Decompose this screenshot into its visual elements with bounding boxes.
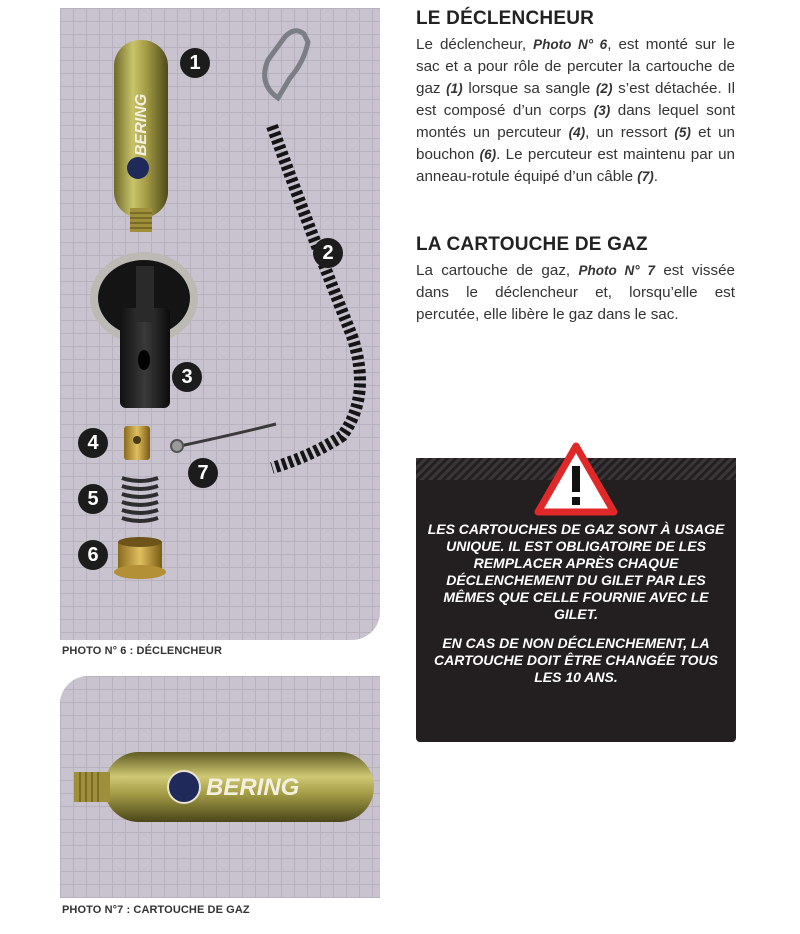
text-fragment: .: [653, 168, 658, 185]
warning-text-usage: LES CARTOUCHES DE GAZ SONT À USAGE UNIQUE. IL EST OBLIGATOIRE DE LES REMPLACER APRÈS CHAQUE DÉCLENCHEMENT DU GILET PAR LES MÊMES QUE CELLE FOURNIE AVEC LE GILET.: [427, 521, 725, 622]
part-reference: (4): [568, 125, 586, 140]
paragraph-cartouche: [416, 260, 735, 326]
plug-part: [114, 537, 166, 579]
text-fragment: dans lequel sont montés un percuteur: [416, 102, 735, 141]
warning-triangle-icon: [534, 442, 618, 518]
spring-part: [122, 478, 158, 521]
text-fragment: , un ressort: [585, 124, 675, 141]
text-fragment: , est monté sur le sac et a pour rôle de percuter la cartouche de gaz: [416, 36, 735, 97]
label-1: 1: [180, 48, 210, 78]
warning-text-replacement: EN CAS DE NON DÉCLENCHEMENT, LA CARTOUCHE DOIT ÊTRE CHANGÉE TOUS LES 10 ANS.: [434, 635, 718, 685]
gas-cartridge-part: [114, 40, 168, 232]
part-reference: (6): [479, 147, 497, 162]
text-fragment: Le déclencheur,: [416, 36, 534, 53]
part-reference: (3): [593, 103, 611, 118]
photo-reference: Photo N° 7: [578, 263, 656, 278]
cartridge-brand-horizontal: BERING: [206, 774, 300, 801]
label-7: 7: [188, 458, 218, 488]
photo-reference: Photo N° 6: [533, 37, 608, 52]
label-5: 5: [78, 484, 108, 514]
declencheur-illustration: [60, 8, 380, 640]
text-fragment: s’est détachée. Il est composé d’un corps: [416, 80, 735, 119]
text-fragment: . Le percuteur est maintenu par un anneau-rotule équipé d’un câble: [416, 146, 735, 185]
text-fragment: lorsque sa sangle: [462, 80, 596, 97]
label-2: 2: [313, 238, 343, 268]
photo7-caption: PHOTO N°7 : CARTOUCHE DE GAZ: [62, 904, 250, 916]
paragraph-declencheur: [416, 34, 735, 188]
section-title-cartouche: LA CARTOUCHE DE GAZ: [416, 234, 648, 255]
part-reference: (5): [674, 125, 691, 140]
label-4: 4: [78, 428, 108, 458]
part-reference: (7): [637, 169, 654, 184]
part-reference: (1): [446, 81, 463, 96]
warning-box: [416, 458, 736, 742]
section-title-declencheur: LE DÉCLENCHEUR: [416, 8, 595, 29]
text-fragment: La cartouche de gaz,: [416, 262, 579, 279]
cartridge-brand-vertical: BERING: [133, 93, 150, 156]
photo-cartouche: [60, 676, 380, 898]
text-fragment: et un bouchon: [416, 124, 735, 163]
label-3: 3: [172, 362, 202, 392]
text-fragment: est vissée dans le déclencheur et, lorsqu’elle est percutée, elle libère le gaz dans le sac.: [416, 262, 735, 323]
cartouche-illustration: [60, 676, 380, 898]
label-6: 6: [78, 540, 108, 570]
striker-part: [124, 426, 150, 460]
photo-declencheur: [60, 8, 380, 640]
photo6-caption: PHOTO N° 6 : DÉCLENCHEUR: [62, 645, 222, 657]
part-reference: (2): [595, 81, 613, 96]
